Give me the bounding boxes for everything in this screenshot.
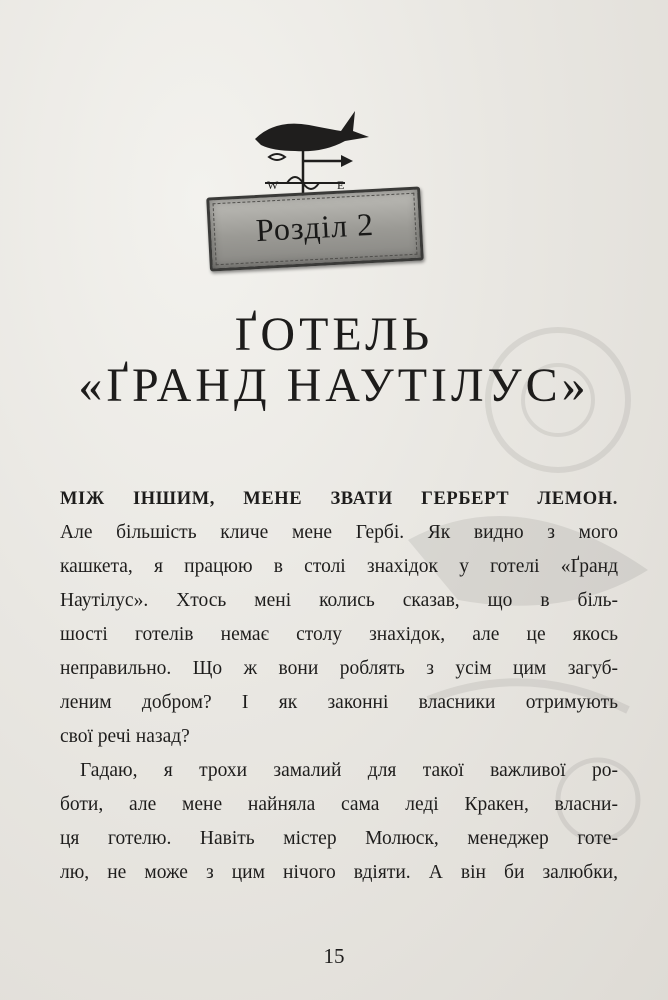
body-line: Наутілус». Хтось мені колись сказав, що в біль- — [60, 590, 618, 611]
chapter-plaque — [206, 186, 424, 271]
vane-letters: W — [267, 178, 279, 192]
chapter-title-line-2: «ҐРАНД НАУТІЛУС» — [78, 359, 590, 412]
body-line: лю, не може з цим нічого вдіяти. А він би залюбки, — [60, 862, 618, 883]
chapter-label: Розділ 2 — [254, 205, 375, 249]
body-line: леним добром? І як законні власники отримують — [60, 692, 618, 713]
chapter-title-line-1: ҐОТЕЛЬ — [234, 308, 434, 361]
body-line: свої речі назад? — [60, 726, 190, 747]
body-line: боти, але мене найняла сама леді Кракен, власни- — [60, 794, 618, 815]
body-line: Гадаю, я трохи замалий для такої важливої ро- — [80, 760, 618, 781]
svg-text:E: E — [337, 178, 345, 192]
body-line: ця готелю. Навіть містер Молюск, менеджер готе- — [60, 828, 618, 849]
body-line: кашкета, я працюю в столі знахідок у готелі «Ґранд — [60, 556, 618, 577]
body-line: Але більшість кличе мене Гербі. Як видно з мого — [60, 522, 618, 543]
page-number: 15 — [323, 944, 345, 968]
body-text — [60, 482, 618, 890]
body-line: МІЖ ІНШИМ, МЕНЕ ЗВАТИ ГЕРБЕРТ ЛЕМОН. — [60, 489, 618, 509]
body-line: шості готелів немає столу знахідок, але це якось — [60, 624, 618, 645]
body-line: неправильно. Що ж вони роблять з усім цим загуб- — [60, 658, 618, 679]
